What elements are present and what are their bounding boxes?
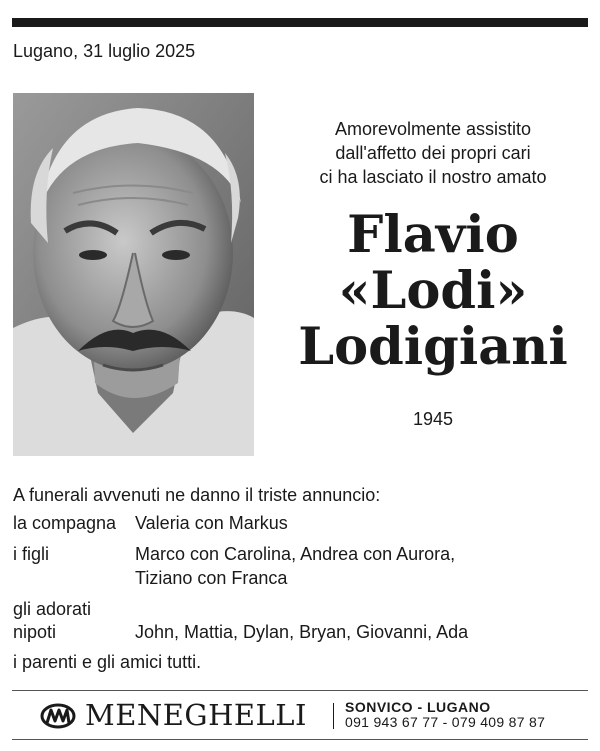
- company-phones: 091 943 67 77 - 079 409 87 87: [345, 714, 546, 730]
- nickname: «Lodi»: [338, 261, 528, 321]
- footer-rule-top: [12, 690, 588, 691]
- intro-line: Amorevolmente assistito: [334, 119, 532, 139]
- place-date: Lugano, 31 luglio 2025: [13, 41, 196, 61]
- footer-separator: [333, 703, 334, 729]
- footer-rule-bottom: [12, 739, 588, 740]
- family-value: Tiziano con Franca: [135, 568, 288, 588]
- deceased-name: [268, 207, 598, 375]
- top-rule: [12, 18, 588, 27]
- closing-text: i parenti e gli amici tutti.: [13, 652, 202, 672]
- announcement: A funerali avvenuti ne danno il triste annuncio:: [13, 485, 381, 505]
- intro-line: dall'affetto dei propri cari: [335, 143, 531, 163]
- family-value: Marco con Carolina, Andrea con Aurora,: [135, 544, 456, 564]
- portrait-photo: [13, 93, 254, 456]
- family-label: gli adorati: [13, 599, 92, 619]
- intro-text: [268, 117, 598, 189]
- birth-year: 1945: [412, 409, 454, 429]
- intro-line: ci ha lasciato il nostro amato: [319, 167, 547, 187]
- company-name: MENEGHELLI: [85, 698, 308, 732]
- company-logo-icon: [40, 703, 76, 729]
- family-label: i figli: [13, 544, 50, 564]
- family-label: nipoti: [13, 622, 57, 642]
- family-value: Valeria con Markus: [135, 513, 288, 533]
- family-label: la compagna: [13, 513, 117, 533]
- company-location: SONVICO - LUGANO: [345, 699, 491, 715]
- family-value: John, Mattia, Dylan, Bryan, Giovanni, Ada: [135, 622, 469, 642]
- last-name: Lodigiani: [298, 317, 568, 377]
- first-name: Flavio: [347, 205, 519, 265]
